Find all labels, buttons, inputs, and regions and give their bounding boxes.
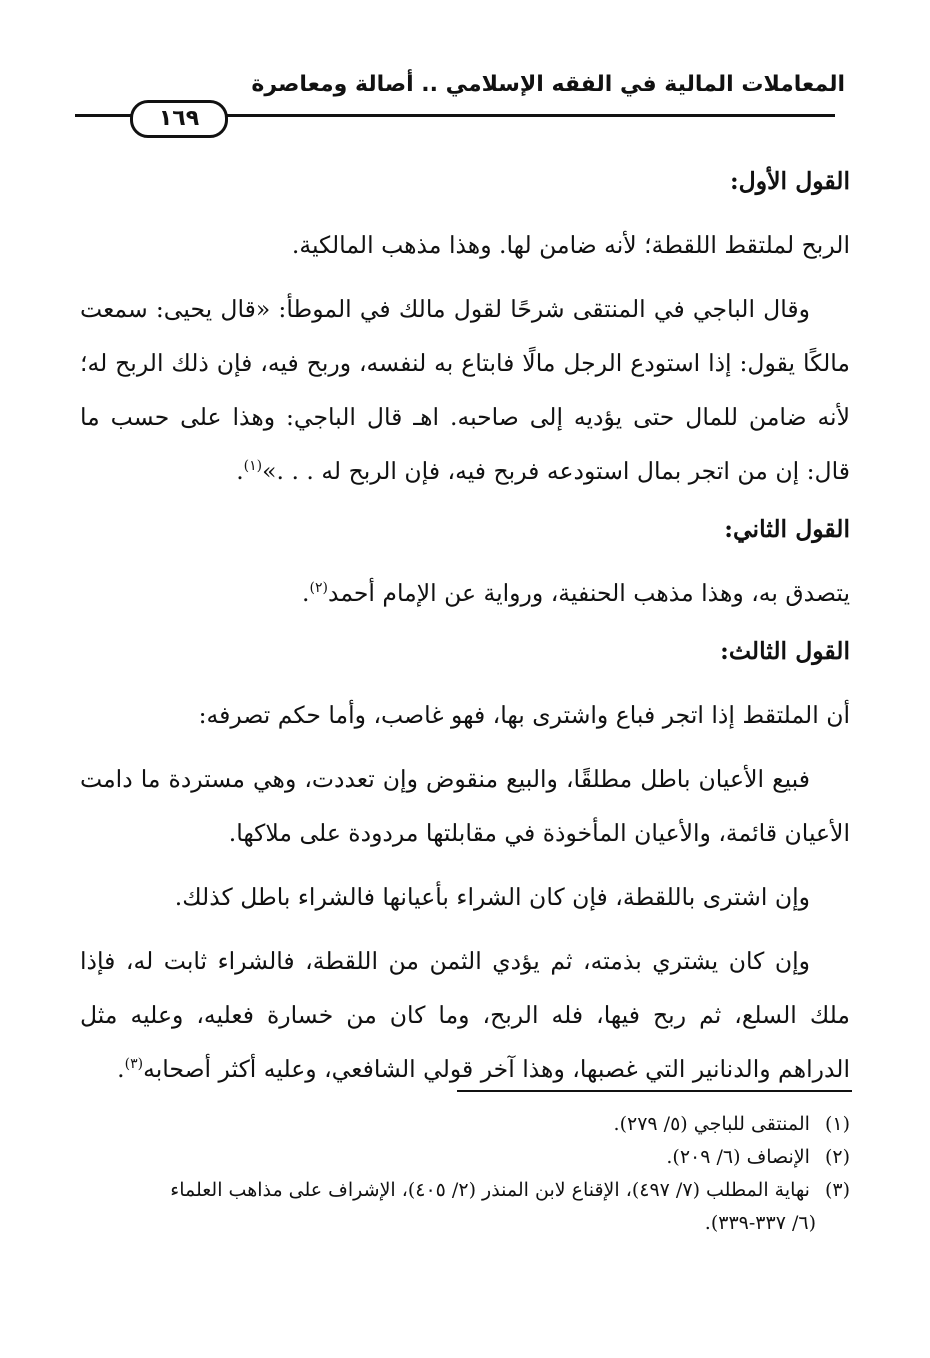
- paragraph-third-opinion: أن الملتقط إذا اتجر فباع واشترى بها، فهو غاصب، وأما حكم تصرفه:: [198, 701, 850, 729]
- heading-second-opinion: القول الثاني:: [724, 515, 850, 543]
- paragraph-baji-quote: [80, 282, 850, 498]
- credit-purchase-end: .: [117, 1055, 125, 1083]
- footnote-rule: [457, 1090, 852, 1092]
- footnote-text: نهاية المطلب (٧/ ٤٩٧)، الإقناع لابن المنذر (٢/ ٤٠٥)، الإشراف على مذاهب العلماء: [170, 1179, 810, 1201]
- credit-purchase-text: وإن كان يشتري بذمته، ثم يؤدي الثمن من اللقطة، فالشراء ثابت له، فإذا ملك السلع، ثم ربح فيها، فله الربح، وما كان من خسارة فعليه، وعليه مثل الدراهم والدنانير التي غصبها، وهذا آخر قولي الشافعي، وعليه أكثر أصحابه: [80, 947, 850, 1083]
- paragraph-purchase-with-find: وإن اشترى باللقطة، فإن كان الشراء بأعيانها فالشراء باطل كذلك.: [174, 883, 810, 911]
- footnote-number: (١): [824, 1113, 850, 1135]
- footnote-3-continuation: (٦/ ٣٣٧-٣٣٩).: [704, 1212, 816, 1234]
- baji-quote-text: وقال الباجي في المنتقى شرحًا لقول مالك في الموطأ: «قال يحيى: سمعت مالكًا يقول: إذا استودع الرجل مالًا فابتاع به لنفسه، وربح فيه، فإن ذلك الربح له؛ لأنه ضامن للمال حتى يؤديه إلى صاحبه. اهـ قال الباجي: وهذا على حسب ما قال: إن من اتجر بمال استودعه فربح فيه، فإن الربح له . . .»: [80, 295, 850, 485]
- running-header-title: المعاملات المالية في الفقه الإسلامي .. أصالة ومعاصرة: [251, 72, 845, 97]
- paragraph-purchase-on-credit: [80, 934, 850, 1096]
- footnote-ref-3: (٣): [124, 1056, 144, 1073]
- footnote-text: الإنصاف (٦/ ٢٠٩).: [666, 1146, 810, 1168]
- footnote-ref-2: (٢): [309, 580, 328, 597]
- main-text: [80, 150, 850, 1096]
- heading-third-opinion: القول الثالث:: [720, 637, 850, 665]
- second-opinion-text: يتصدق به، وهذا مذهب الحنفية، ورواية عن الإمام أحمد: [327, 579, 850, 607]
- footnote-number: (٣): [824, 1179, 850, 1201]
- paragraph-sale-of-items: فبيع الأعيان باطل مطلقًا، والبيع منقوض وإن تعددت، وهي مستردة ما دامت الأعيان قائمة، والأعيان المأخوذة في مقابلتها مردودة على ملاكها.: [80, 765, 850, 847]
- page-number-badge: ١٦٩: [130, 100, 228, 138]
- second-opinion-end: .: [302, 579, 310, 607]
- paragraph-first-opinion: الربح لملتقط اللقطة؛ لأنه ضامن لها. وهذا مذهب المالكية.: [291, 231, 850, 259]
- footnote-1: [80, 1108, 850, 1141]
- footnote-3: [80, 1174, 850, 1207]
- paragraph-second-opinion: [80, 566, 850, 620]
- footnotes: [80, 1108, 850, 1240]
- baji-quote-end: .: [236, 457, 244, 485]
- footnote-ref-1: (١): [243, 458, 263, 475]
- footnote-2: [80, 1141, 850, 1174]
- heading-first-opinion: القول الأول:: [729, 167, 850, 195]
- footnote-text: المنتقى للباجي (٥/ ٢٧٩).: [613, 1113, 810, 1135]
- footnote-number: (٢): [824, 1146, 850, 1168]
